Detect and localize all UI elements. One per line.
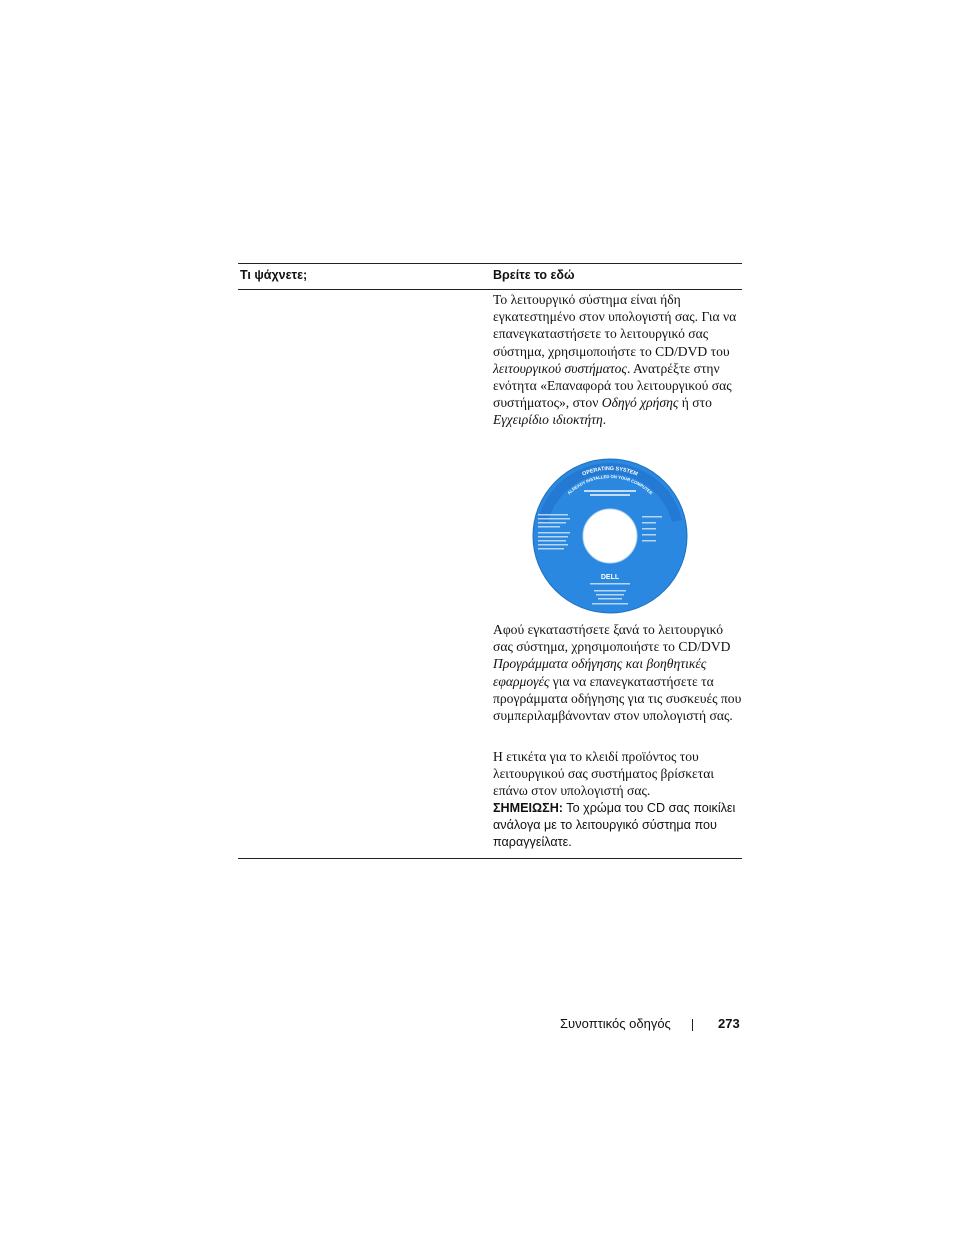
- cd-brand-logo: DELL: [600, 574, 620, 581]
- text-run: .: [602, 412, 607, 428]
- drivers-paragraph: [493, 621, 743, 724]
- footer-title: Συνοπτικός οδηγός: [560, 1016, 671, 1031]
- note-text: Το χρώμα του CD σας ποικίλει ανάλογα με το λειτουργικό σύστημα που παραγγείλατε.: [493, 801, 736, 850]
- text-run: . Ανατρέξτε στην ενότητα «Επαναφορά του λειτουργικού σας συστήματος», στον: [493, 360, 732, 411]
- italic-owners-manual: Εγχειρίδιο ιδιοκτήτη: [493, 412, 603, 428]
- page-footer: [0, 1016, 954, 1036]
- header-col-where: Βρείτε το εδώ: [493, 268, 575, 282]
- table-header: [238, 263, 742, 290]
- note-paragraph: [493, 800, 743, 852]
- cd-center-hole: [583, 509, 637, 563]
- cd-top-text-2: ALREADY INSTALLED ON YOUR COMPUTER: [566, 473, 654, 496]
- header-col-what: Τι ψάχνετε;: [240, 268, 308, 282]
- note-label: ΣΗΜΕΙΩΣΗ:: [493, 801, 563, 815]
- footer-separator: [692, 1019, 693, 1031]
- italic-user-guide: Οδηγό χρήσης: [601, 395, 679, 411]
- cd-top-text: OPERATING SYSTEM: [581, 465, 639, 478]
- os-reinstall-paragraph: [493, 291, 743, 429]
- os-cd-image: [532, 458, 688, 614]
- text-run: ή στο: [678, 395, 712, 411]
- text-run: για να επανεγκαταστήσετε τα προγράμματα οδήγησης για τις συσκευές που συμπεριλαμβάνονταν στον υπολογιστή σας.: [493, 673, 742, 724]
- italic-os-cd: λειτουργικού συστήματος: [493, 360, 627, 376]
- text-run: Το λειτουργικό σύστημα είναι ήδη εγκατεστημένο στον υπολογιστή σας. Για να επανεγκαταστήσετε το λειτουργικό σας σύστημα, χρησιμοποιήστε το CD/DVD του: [493, 292, 737, 359]
- text-run: Αφού εγκαταστήσετε ξανά το λειτουργικό σας σύστημα, χρησιμοποιήστε το CD/DVD: [493, 622, 731, 655]
- page-number: 273: [718, 1016, 740, 1031]
- italic-drivers-cd: Προγράμματα οδήγησης και βοηθητικές εφαρμογές: [493, 656, 707, 689]
- table-bottom-rule: [238, 858, 742, 859]
- product-key-paragraph: Η ετικέτα για το κλειδί προϊόντος του λειτουργικού σας συστήματος βρίσκεται επάνω στον υπολογιστή σας.: [493, 749, 714, 799]
